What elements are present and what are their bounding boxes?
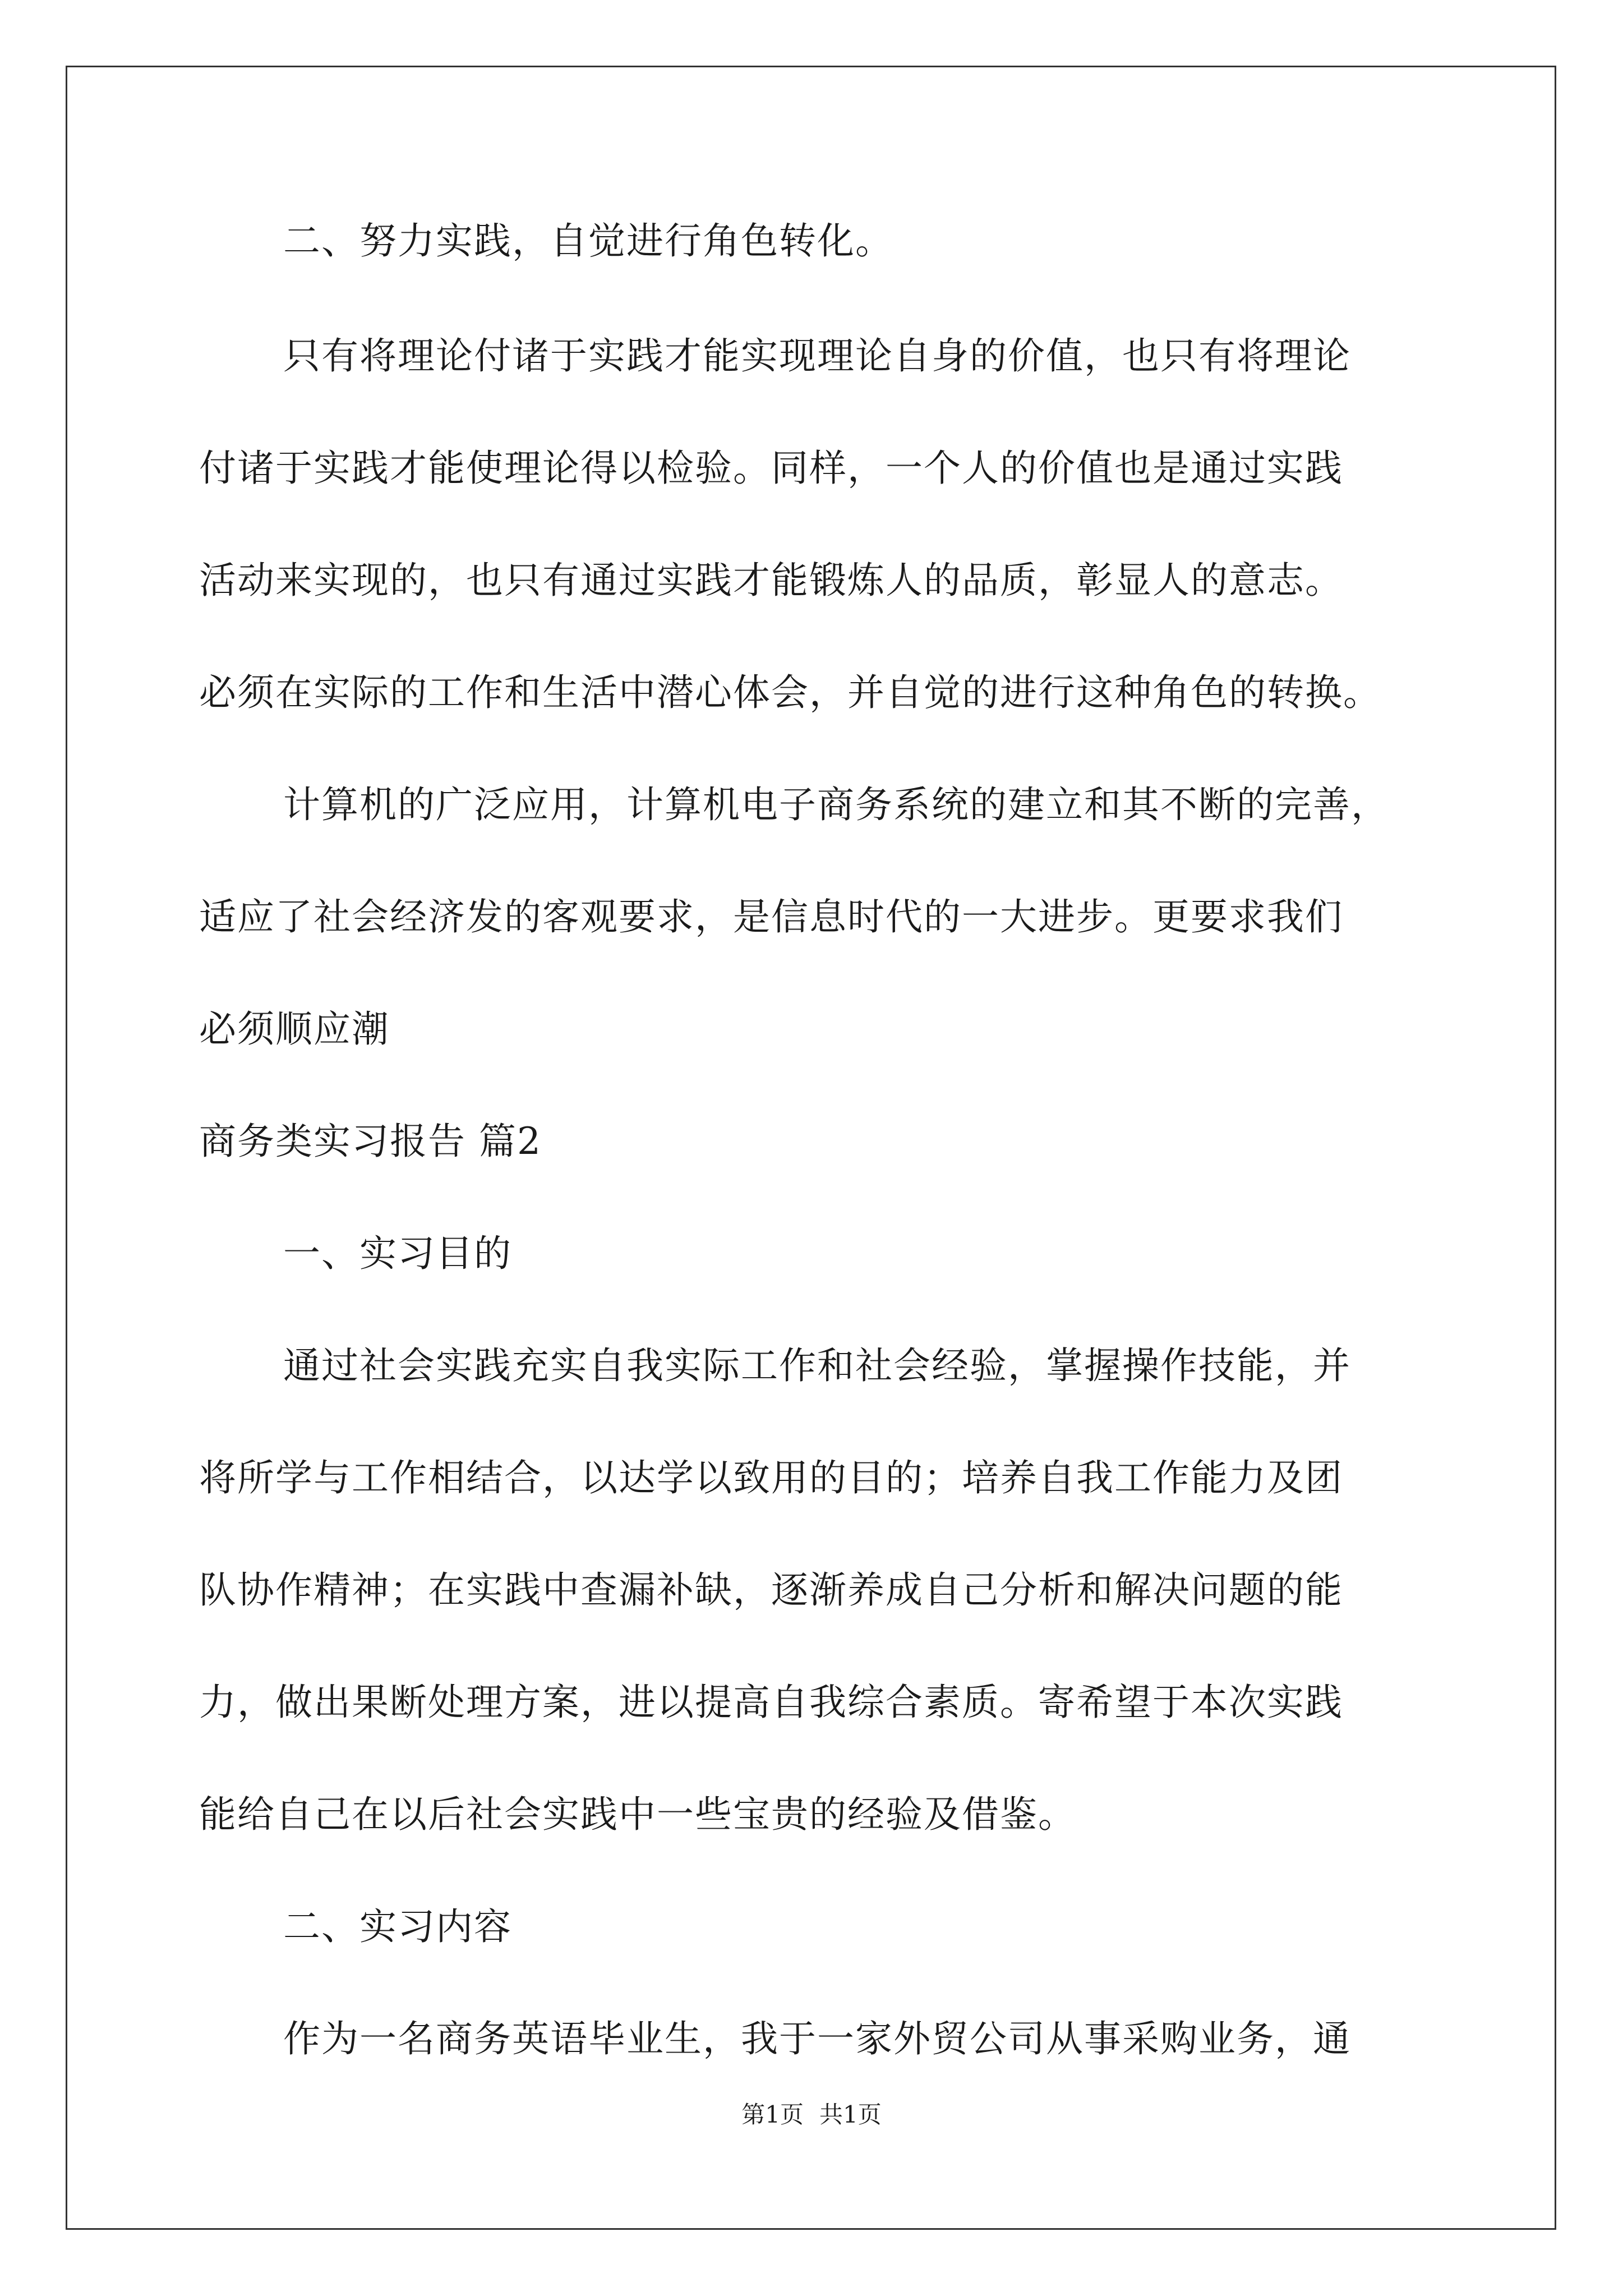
- paragraph-line: 必须顺应潮: [199, 1007, 390, 1051]
- paragraph-line: 队协作精神；在实践中查漏补缺，逐渐养成自己分析和解决问题的能: [199, 1568, 1343, 1612]
- paragraph-line: 适应了社会经济发的客观要求，是信息时代的一大进步。更要求我们: [199, 895, 1343, 938]
- paragraph-line: 通过社会实践充实自我实际工作和社会经验，掌握操作技能，并: [283, 1344, 1351, 1387]
- paragraph-line: 能给自己在以后社会实践中一些宝贵的经验及借鉴。: [199, 1793, 1076, 1836]
- page-footer: [0, 2101, 1623, 2129]
- paragraph-line: 计算机的广泛应用，计算机电子商务系统的建立和其不断的完善，: [283, 783, 1389, 826]
- section-heading: 一、实习目的: [283, 1232, 512, 1275]
- paragraph-line: 必须在实际的工作和生活中潜心体会，并自觉的进行这种角色的转换。: [199, 671, 1381, 714]
- paragraph-line: 作为一名商务英语毕业生，我于一家外贸公司从事采购业务，通: [283, 2017, 1351, 2060]
- paragraph-line: 力，做出果断处理方案，进以提高自我综合素质。寄希望于本次实践: [199, 1681, 1343, 1724]
- section-heading: 二、实习内容: [283, 1905, 512, 1948]
- page-number: 第1页: [741, 2101, 804, 2128]
- paragraph-line: 付诸于实践才能使理论得以检验。同样，一个人的价值也是通过实践: [199, 447, 1343, 490]
- paragraph-line: 将所学与工作相结合，以达学以致用的目的；培养自我工作能力及团: [199, 1456, 1343, 1499]
- paragraph-line: 活动来实现的，也只有通过实践才能锻炼人的品质，彰显人的意志。: [199, 559, 1343, 602]
- paragraph-line: 只有将理论付诸于实践才能实现理论自身的价值，也只有将理论: [283, 334, 1351, 378]
- page-total: 共1页: [819, 2101, 882, 2128]
- report-title: 商务类实习报告 篇2: [199, 1120, 542, 1163]
- section-heading: 二、努力实践，自觉进行角色转化。: [283, 219, 893, 263]
